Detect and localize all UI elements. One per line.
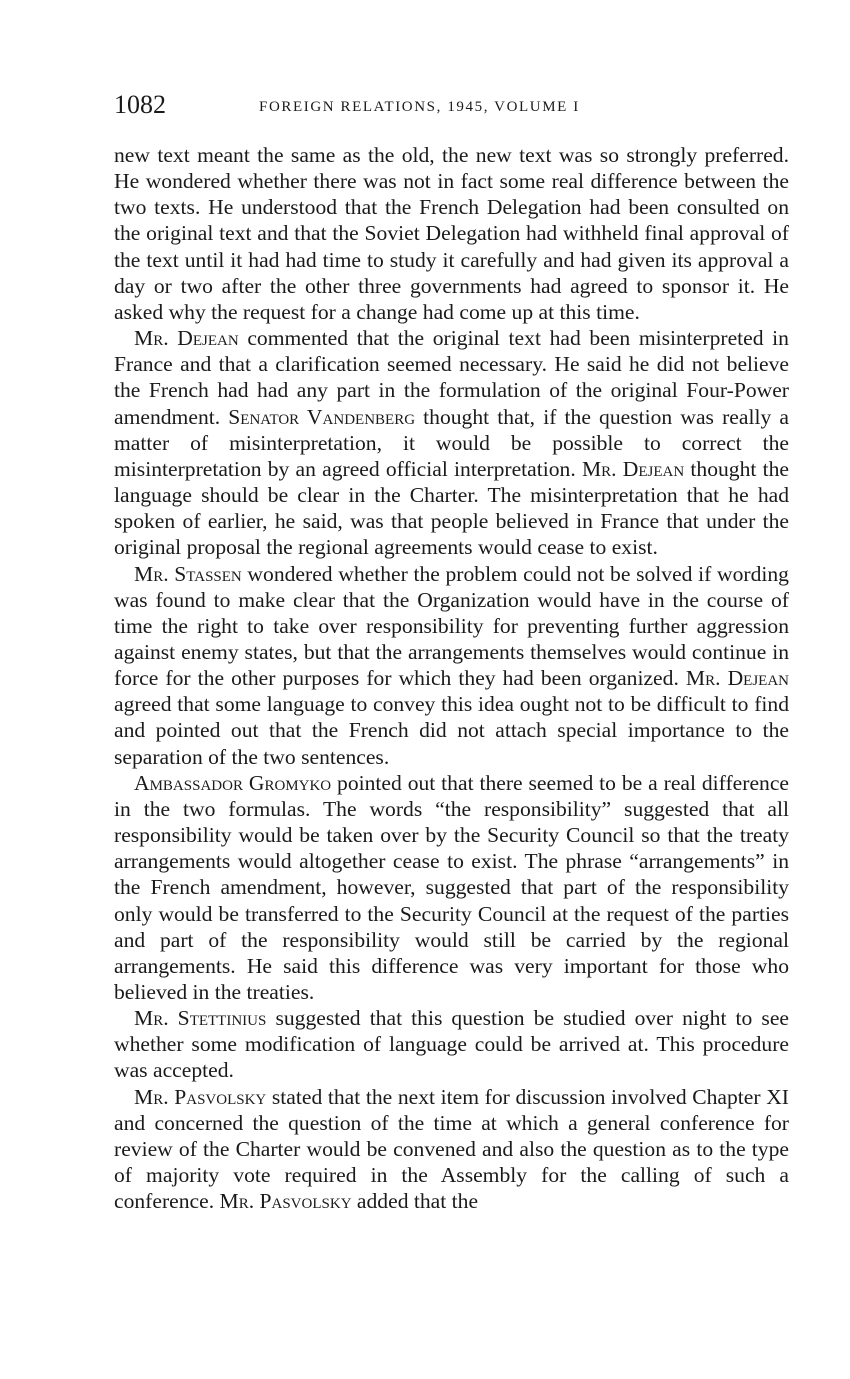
speaker-name: Mr. Stassen — [134, 561, 242, 586]
speaker-name: Mr. Dejean — [134, 326, 239, 351]
speaker-name: Mr. Pasvolsky — [219, 1189, 352, 1214]
text-segment: thought that, if the question was really a matter of misinterpretation, it would be possible to correct the misinterpretation by an agreed official interpretation. — [114, 404, 789, 481]
text-segment: wondered whether the problem could not be solved if wording was found to make clear that the Organization would have in the course of time the right to take over responsibility for preventing further aggression against enemy states, but that the arrangements themselves would continue in force for the other purposes for which they had been organized. — [114, 561, 789, 691]
paragraph-4 — [114, 770, 789, 1005]
text-segment: agreed that some language to convey this idea ought not to be difficult to find and pointed out that the French did not attach special importance to the separation of the two sentences. — [114, 692, 789, 769]
speaker-name: Ambassador Gromyko — [134, 770, 332, 795]
text-segment: commented that the original text had been misinterpreted in France and that a clarification seemed necessary. He said he did not believe the French had had any part in the formulation of the original Four-Power amendment. — [114, 326, 789, 429]
speaker-name: Mr. Dejean — [581, 456, 685, 481]
paragraph-6 — [114, 1084, 789, 1215]
document-page — [114, 88, 789, 1214]
speaker-name: Senator Vandenberg — [228, 404, 416, 429]
text-segment: new text meant the same as the old, the new text was so strongly preferred. He wondered whether there was not in fact some real difference between the two texts. He understood that the French Delegation had been consulted on the original text and that the Soviet Delegation had withheld final approval of the text until it had had time to study it carefully and had given its approval a day or two after the other three governments had agreed to sponsor it. He asked why the request for a change had come up at this time. — [114, 143, 789, 324]
text-segment: added that the — [351, 1189, 479, 1214]
body-text — [114, 142, 789, 1214]
speaker-name: Mr. Dejean — [685, 666, 789, 691]
speaker-name: Mr. Pasvolsky — [134, 1084, 267, 1109]
paragraph-5 — [114, 1005, 789, 1083]
page-header — [114, 88, 789, 122]
text-segment: stated that the next item for discussion involved Chapter XI and concerned the question of the time at which a general conference for review of the Charter would be convened and also the question as to the type of majority vote required in the Assembly for the calling of such a conference. — [114, 1084, 789, 1214]
running-head: FOREIGN RELATIONS, 1945, VOLUME I — [259, 99, 580, 115]
text-segment: suggested that this question be studied over night to see whether some modification of language could be arrived at. This procedure was accepted. — [114, 1006, 789, 1083]
speaker-name: Mr. Stettinius — [134, 1006, 267, 1031]
text-segment: pointed out that there seemed to be a real difference in the two formulas. The words “the responsibility” suggested that all responsibility would be taken over by the Security Council so that the treaty arrangements would altogether cease to exist. The phrase “arrangements” in the French amendment, however, suggested that part of the responsibility only would be transferred to the Security Council at the request of the parties and part of the responsibility would still be carried by the regional arrangements. He said this difference was very important for those who believed in the treaties. — [114, 770, 789, 1004]
paragraph-2 — [114, 325, 789, 560]
paragraph-1 — [114, 142, 789, 325]
text-segment: thought the language should be clear in the Charter. The misinterpretation that he had spoken of earlier, he said, was that people believed in France that under the original proposal the regional agreements would cease to exist. — [114, 456, 789, 560]
paragraph-3 — [114, 561, 789, 770]
page-number: 1082 — [114, 90, 166, 119]
